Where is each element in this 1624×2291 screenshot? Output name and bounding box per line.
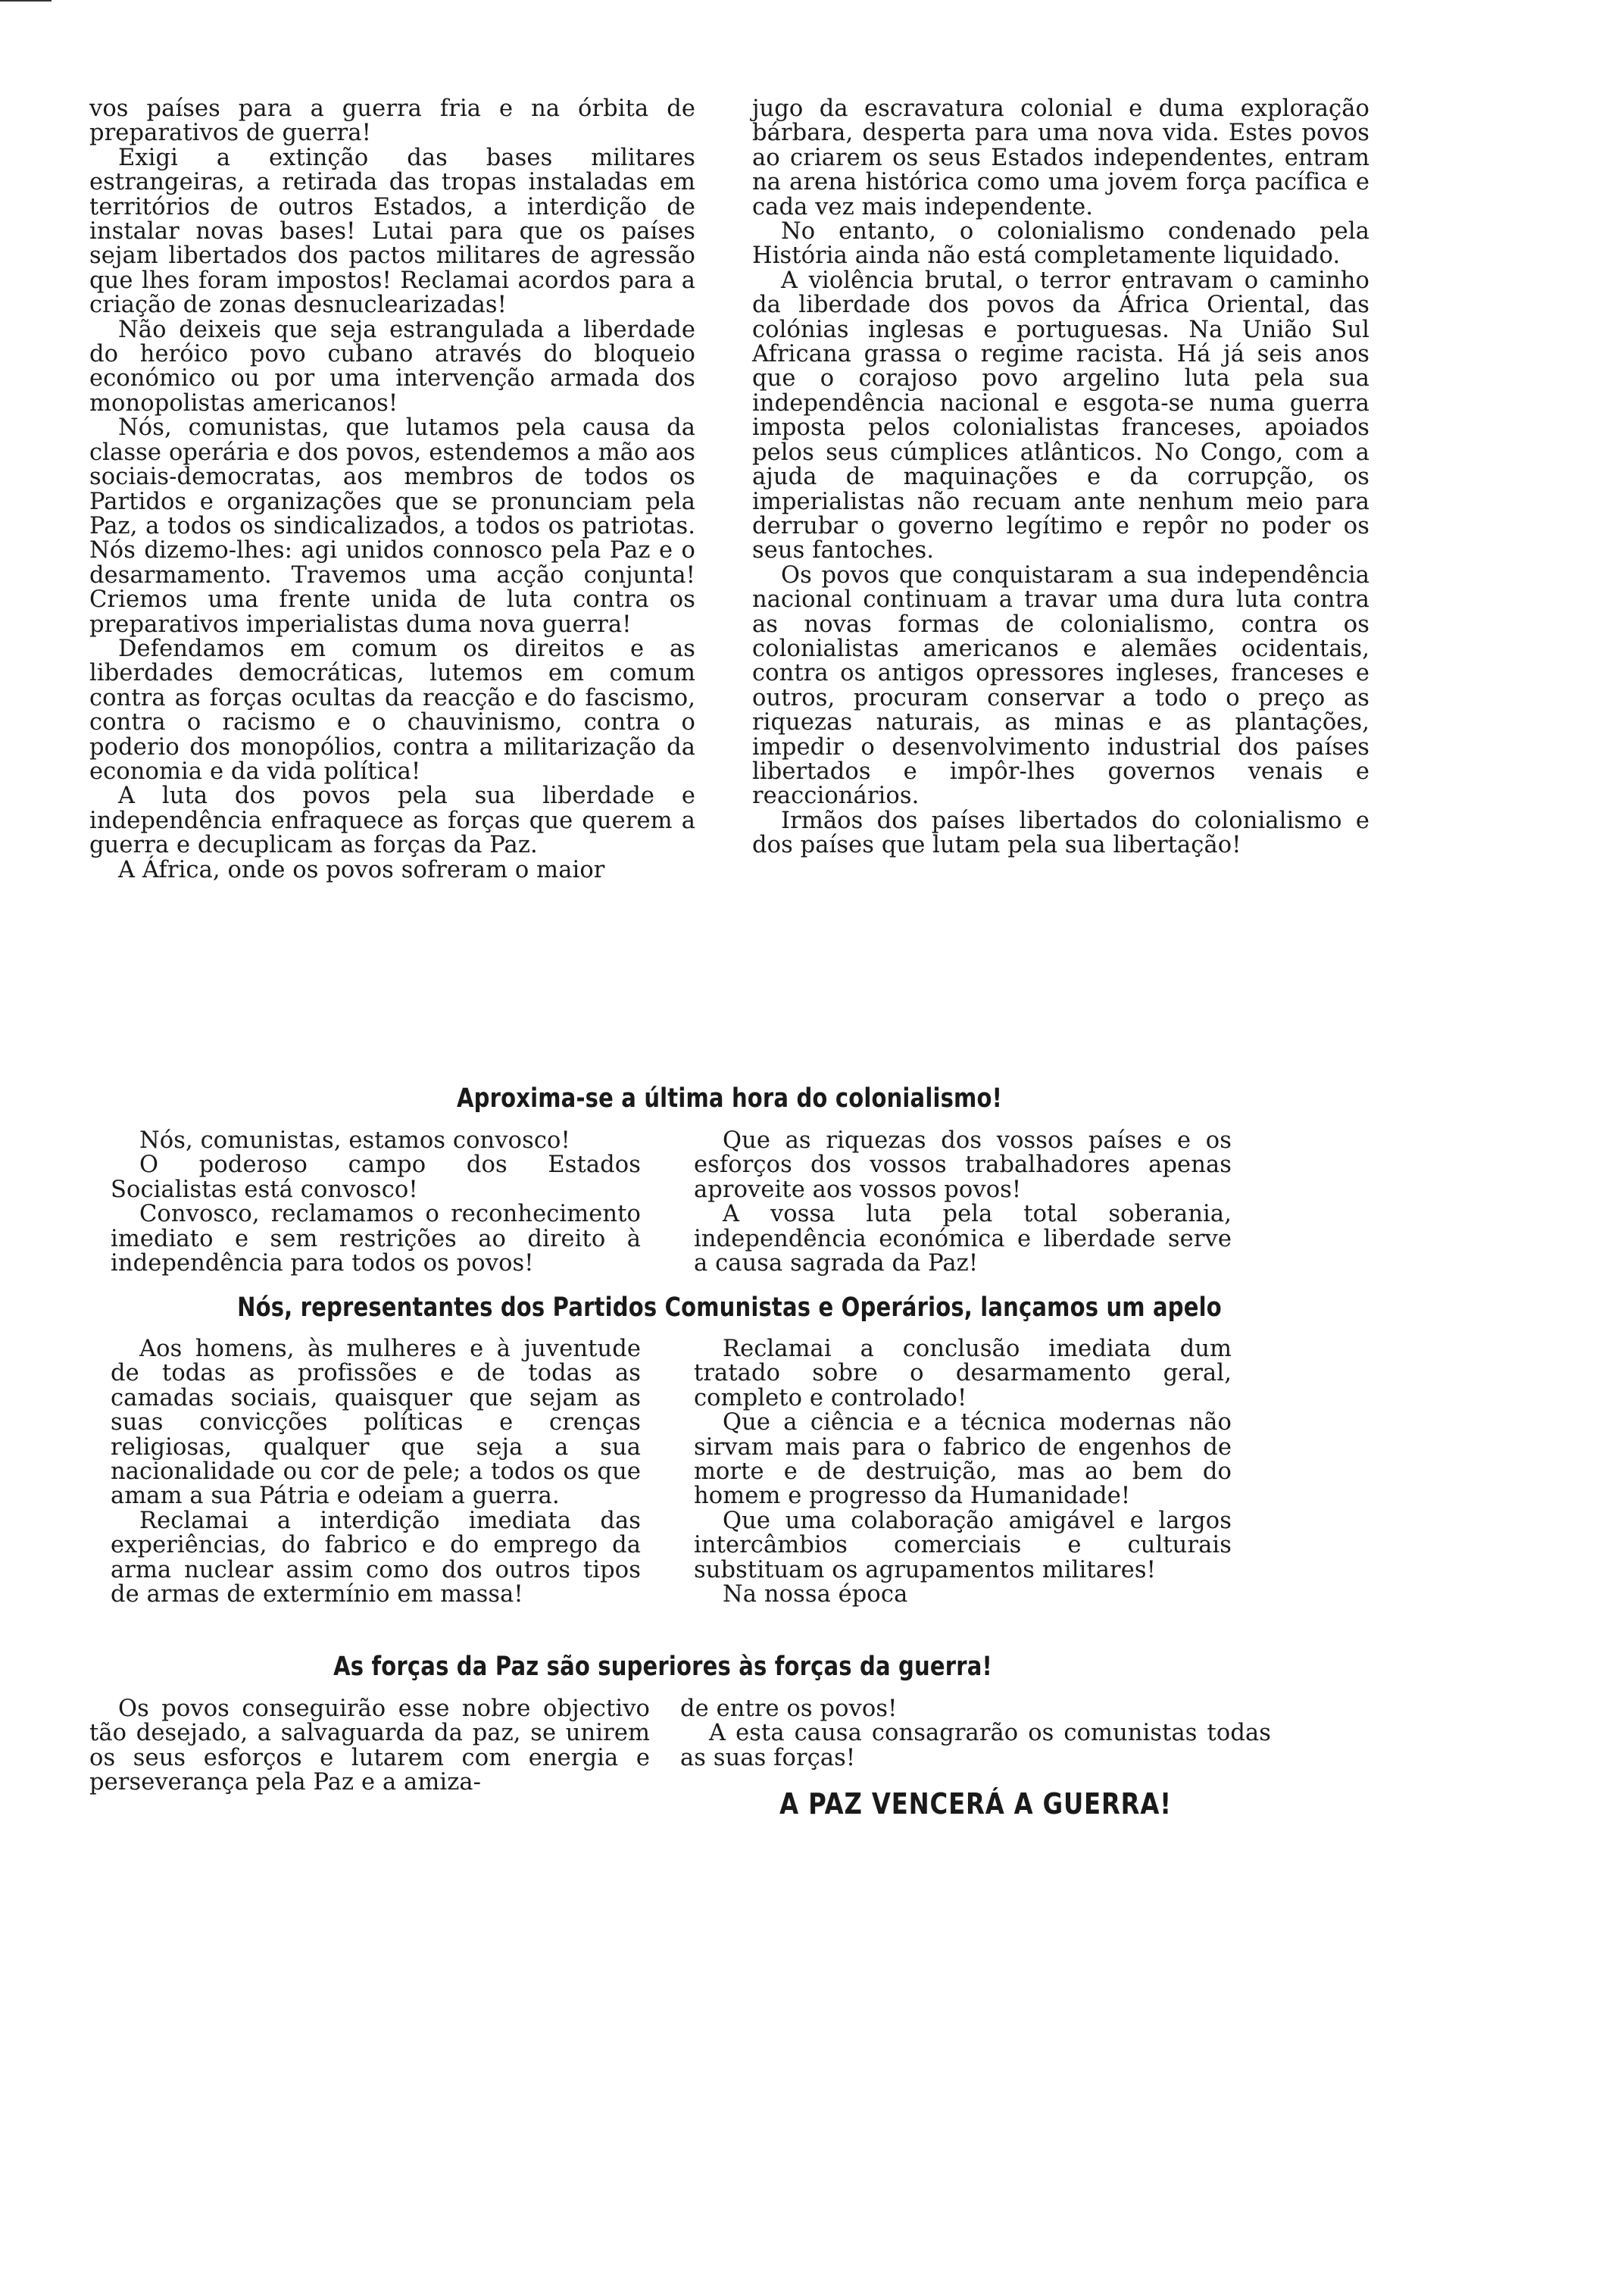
paragraph: Irmãos dos países libertados do colonialismo e dos países que lutam pela sua libertação! (752, 807, 1369, 859)
paragraph: Defendamos em comum os direitos e as liberdades democráticas, lutemos em comum contra as forças ocultas da reacção e do fascismo, contra o racismo e o chauvinismo, contra o poderio dos monopólios, contra a militarização da economia e da vida política! (89, 635, 695, 785)
section-4-left-column (89, 1697, 650, 1821)
paragraph: Que uma colaboração amigável e largos intercâmbios comerciais e culturais substituam os agrupamentos militares! (694, 1507, 1232, 1583)
section-4 (89, 1697, 1271, 1821)
heading-peace-forces: As forças da Paz são superiores às forças da guerra! (333, 1652, 992, 1682)
heading-appeal: Nós, representantes dos Partidos Comunistas e Operários, lançamos um apelo (237, 1292, 1222, 1323)
paragraph: A esta causa consagrarão os comunistas todas as suas forças! (680, 1720, 1271, 1771)
paragraph: Que as riquezas dos vossos países e os esforços dos vossos trabalhadores apenas aproveite aos vossos povos! (694, 1127, 1232, 1203)
final-slogan: A PAZ VENCERÁ A GUERRA! (779, 1787, 1172, 1821)
paragraph: Aos homens, às mulheres e à juventude de todas as profissões e de todas as camadas sociais, quaisquer que sejam as suas convicções políticas e crenças religiosas, qualquer que seja a sua nacionalidade ou cor de pele; a todos os que amam a sua Pátria e odeiam a guerra. (111, 1336, 641, 1510)
paragraph: Reclamai a interdição imediata das experiências, do fabrico e do emprego da arma nuclear assim como dos outros tipos de armas de extermínio em massa! (111, 1507, 641, 1608)
section-4-right-block (680, 1697, 1271, 1821)
paragraph: A violência brutal, o terror entravam o caminho da liberdade dos povos da África Oriental, das colónias inglesas e portuguesas. Na União Sul Africana grassa o regime racista. Há já seis anos que o corajoso povo argelino luta pela sua independência nacional e esgota-se numa guerra imposta pelos colonialistas franceses, apoiados pelos seus cúmplices atlânticos. No Congo, com a ajuda de maquinações e da corrupção, os imperialistas não recuam ante nenhum meio para derrubar o governo legítimo e repôr no poder os seus fantoches. (752, 267, 1369, 564)
paragraph: vos países para a guerra fria e na órbita de preparativos de guerra! (89, 95, 695, 147)
section-3-left-column (111, 1337, 641, 1607)
section-1-left-column (89, 97, 695, 883)
section-2-right-column (694, 1129, 1232, 1276)
paragraph: Exigi a extinção das bases militares estrangeiras, a retirada das tropas instaladas em territórios de outros Estados, a interdição de instalar novas bases! Lutai para que os países sejam libertados dos pactos militares de agressão que lhes foram impostos! Reclamai acordos para a criação de zonas desnuclearizadas! (89, 144, 695, 319)
paragraph: O poderoso campo dos Estados Socialistas está convosco! (111, 1152, 641, 1203)
section-2 (111, 1129, 1232, 1276)
section-2-left-column (111, 1129, 641, 1276)
section-1 (89, 97, 1369, 883)
paragraph: A luta dos povos pela sua liberdade e independência enfraquece as forças que querem a guerra e decuplicam as forças da Paz. (89, 783, 695, 859)
paragraph: No entanto, o colonialismo condenado pela História ainda não está completamente liquidado. (752, 218, 1369, 270)
section-1-right-column (752, 97, 1369, 883)
paragraph: jugo da escravatura colonial e duma exploração bárbara, desperta para uma nova vida. Estes povos ao criarem os seus Estados independentes, entram na arena histórica como uma jovem força pacífica e cada vez mais independente. (752, 95, 1369, 220)
corner-mark (0, 0, 52, 2)
paragraph: Nós, comunistas, que lutamos pela causa da classe operária e dos povos, estendemos a mão aos sociais-democratas, aos membros de todos os Partidos e organizações que se pronunciam pela Paz, a todos os sindicalizados, a todos os patriotas. Nós dizemo-lhes: agi unidos connosco pela Paz e o desarmamento. Travemos uma acção conjunta! Criemos uma frente unida de luta contra os preparativos imperialistas duma nova guerra! (89, 414, 695, 638)
paragraph: Nós, comunistas, estamos convosco! (139, 1127, 570, 1154)
heading-colonialism: Aproxima-se a última hora do colonialismo! (456, 1083, 1003, 1114)
paragraph: Os povos que conquistaram a sua independência nacional continuam a travar uma dura luta contra as novas formas de colonialismo, contra os colonialistas americanos e alemães ocidentais, contra os antigos opressores ingleses, franceses e outros, procuram conservar a todo o preço as riquezas naturais, as minas e as plantações, impedir o desenvolvimento industrial dos países libertados e impôr-lhes governos venais e reaccionários. (752, 561, 1369, 810)
paragraph: A vossa luta pela total soberania, independência económica e liberdade serve a causa sagrada da Paz! (694, 1201, 1232, 1277)
section-4-right-column (680, 1697, 1271, 1771)
paragraph: Que a ciência e a técnica modernas não sirvam mais para o fabrico de engenhos de morte e de destruição, mas ao bem do homem e progresso da Humanidade! (694, 1409, 1232, 1510)
paragraph: de entre os povos! (680, 1696, 898, 1722)
paragraph: Na nossa época (723, 1581, 908, 1608)
section-3 (111, 1337, 1232, 1607)
paragraph: A África, onde os povos sofreram o maior (118, 856, 605, 883)
paragraph: Não deixeis que seja estrangulada a liberdade do heróico povo cubano através do bloqueio económico ou por uma intervenção armada dos monopolistas americanos! (89, 316, 695, 417)
paragraph: Reclamai a conclusão imediata dum tratado sobre o desarmamento geral, completo e controlado! (694, 1336, 1232, 1411)
paragraph: Os povos conseguirão esse nobre objectivo tão desejado, a salvaguarda da paz, se unirem os seus esforços e lutarem com energia e perseverança pela Paz e a amiza- (89, 1696, 650, 1796)
section-3-right-column (694, 1337, 1232, 1607)
paragraph: Convosco, reclamamos o reconhecimento imediato e sem restrições ao direito à independência para todos os povos! (111, 1201, 641, 1277)
